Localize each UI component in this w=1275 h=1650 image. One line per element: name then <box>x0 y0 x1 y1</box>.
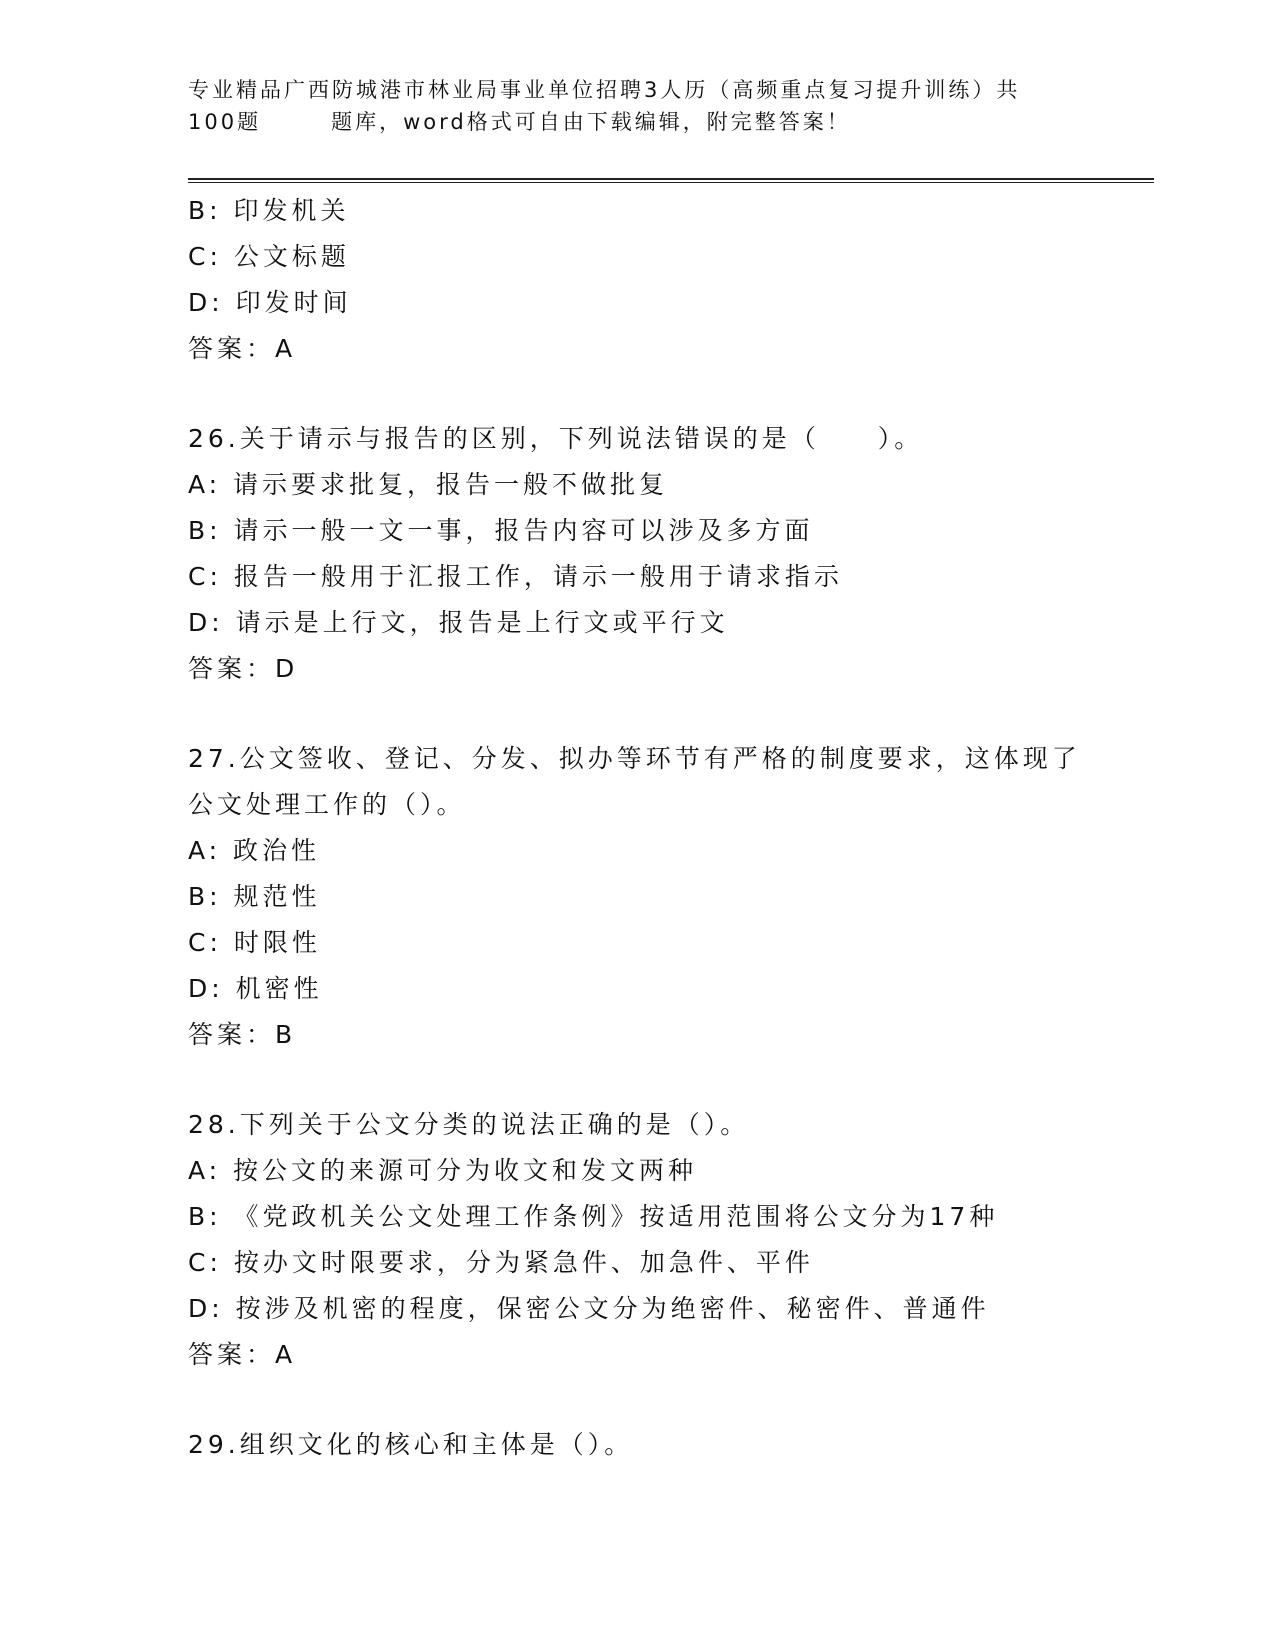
question-27 <box>188 736 1088 1058</box>
option-b: B: 规范性 <box>188 882 321 911</box>
question-stem: 28.下列关于公文分类的说法正确的是（）。 <box>188 1110 750 1139</box>
option-a: A: 政治性 <box>188 836 321 865</box>
answer-label: 答案：A <box>188 1340 297 1369</box>
question-list <box>188 188 1088 1468</box>
question-28 <box>188 1102 1088 1378</box>
question-stem-line1: 27.公文签收、登记、分发、拟办等环节有严格的制度要求，这体现了 <box>188 744 1081 773</box>
answer-label: 答案：B <box>188 1020 297 1049</box>
option-c: C: 按办文时限要求，分为紧急件、加急件、平件 <box>188 1248 814 1277</box>
question-stem-line2: 公文处理工作的（）。 <box>188 790 466 819</box>
option-c: C: 报告一般用于汇报工作，请示一般用于请求指示 <box>188 562 843 591</box>
header-title-line1: 专业精品广西防城港市林业局事业单位招聘3人历（高频重点复习提升训练）共 <box>188 78 1021 102</box>
header-question-count: 100题 <box>188 110 262 134</box>
option-d: D: 按涉及机密的程度，保密公文分为绝密件、秘密件、普通件 <box>188 1294 990 1323</box>
question-stem: 29.组织文化的核心和主体是（）。 <box>188 1430 634 1459</box>
option-d: D: 请示是上行文，报告是上行文或平行文 <box>188 608 729 637</box>
header-divider-thick <box>188 178 1154 180</box>
option-b: B: 印发机关 <box>188 196 350 225</box>
option-d: D: 印发时间 <box>188 288 352 317</box>
option-c: C: 时限性 <box>188 928 321 957</box>
question-25 <box>188 188 1088 372</box>
answer-label: 答案：D <box>188 654 299 683</box>
option-b: B: 请示一般一文一事，报告内容可以涉及多方面 <box>188 516 814 545</box>
question-29 <box>188 1422 1088 1468</box>
header-divider-thin <box>188 182 1154 183</box>
page-header <box>188 74 1088 138</box>
option-a: A: 按公文的来源可分为收文和发文两种 <box>188 1156 698 1185</box>
option-a: A: 请示要求批复，报告一般不做批复 <box>188 470 669 499</box>
option-b: B: 《党政机关公文处理工作条例》按适用范围将公文分为17种 <box>188 1202 999 1231</box>
header-description: 题库，word格式可自由下载编辑，附完整答案！ <box>331 110 851 134</box>
answer-label: 答案：A <box>188 334 297 363</box>
question-stem: 26.关于请示与报告的区别，下列说法错误的是（ ）。 <box>188 424 924 453</box>
header-title-line2 <box>188 106 1088 138</box>
option-c: C: 公文标题 <box>188 242 350 271</box>
option-d: D: 机密性 <box>188 974 323 1003</box>
question-26 <box>188 416 1088 692</box>
